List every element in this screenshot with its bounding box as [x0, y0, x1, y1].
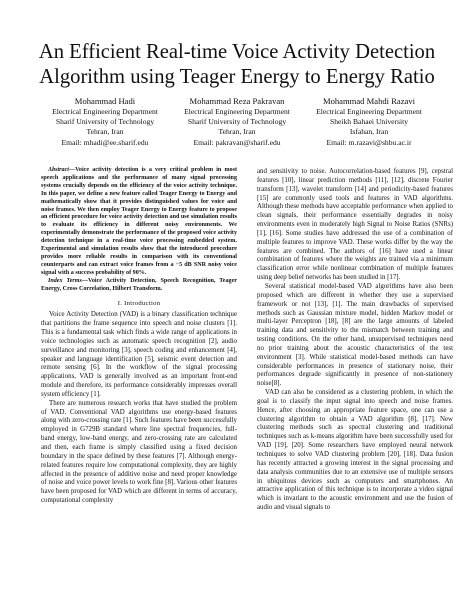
author-department: Electrical Engineering Department: [316, 107, 422, 116]
author-department: Electrical Engineering Department: [184, 107, 290, 116]
right-paragraph-1: and sensitivity to noise. Autocorrelation-based features [9], cepstral features [10], linear prediction methods [11], [12], discrete Fourier transform [13], wavelet transform [14] and periodicity-based features [15] are commonly used tools and features in VAD algorithms. Although these methods have acceptable performance when applied to clean signals, their performance essentially degrades in noisy environments even in moderately high Signal to Noise Ratios (SNRs) [1], [16]. Some studies have addressed the use of a combination of multiple features to improve VAD. These works differ by the way the features are combined. The authors of [16] have used a linear combination of features where the weights are trained via a minimum classification error while nonlinear combination of multiple features using deep belief networks has been studied in [17].: [257, 168, 453, 282]
author-department: Electrical Engineering Department: [52, 107, 158, 116]
index-terms: [41, 278, 237, 294]
right-column: [257, 168, 453, 513]
author-university: Sheikh Bahaei University: [329, 117, 409, 127]
author-2: [172, 95, 302, 148]
abstract-label: Abstract: [48, 167, 69, 173]
author-city: Isfahan, Iran: [349, 127, 389, 137]
title-line-1: An Efficient Real-time Voice Activity Detection: [38, 41, 436, 63]
title-line-2: Algorithm using Teager Energy to Energy Ratio: [39, 66, 435, 88]
right-paragraph-3: VAD can also be considered as a clustering problem, in which the goal is to classify the input signal into speech and noise frames. Hence, after choosing an appropriate feature space, one can use a clustering algorithm to obtain a VAD algorithm [8], [17]. New clustering methods such as spectral clustering and traditional techniques such as k-means algorithm have been successfully used for VAD [19], [20]. Some researchers have employed neural network techniques to solve VAD clustering problem [20], [18]. Data fusion has recently attracted a growing interest in the signal processing and data analysis communities due to an extensive use of multiple sensors in ubiquitous devices such as computers and smartphones. An attractive application of this technique is to incorporate a video signal which is invariant to the acoustic environment and use the fusion of audio and visual signals to: [257, 389, 453, 512]
author-block: [40, 95, 434, 148]
abstract: [41, 167, 237, 278]
author-city: Tehran, Iran: [218, 127, 256, 137]
author-email: Email: mhadi@ee.sharif.edu: [61, 137, 149, 147]
intro-paragraph-2: There are numerous research works that have studied the problem of VAD. Conventional VAD algorithms use energy-based features along with zero-crossing rate [1]. Such features have been successfully employed in G729B standard where line spectral frequencies, full-band energy, low-band energy, and zero-crossing rate are calculated and then, each frame is simply classified using a fixed decision boundary in the space defined by these features [7]. Although energy-related features require low computational complexity, they are highly affected in the presence of additive noise and need proper knowledge of noise and voice power levels to work fine [8]. Various other features have been proposed for VAD which are different in terms of accuracy, computational complexity: [41, 399, 238, 505]
intro-paragraph-1: Voice Activity Detection (VAD) is a binary classification technique that partitions the frame sequence into speech and noise clusters [1]. This is a fundamental task which finds a wide range of applications in voice technologies such as automatic speech recognition [2], audio surveillance and monitoring [3], speech coding and enhancement [4], speaker and language identification [5], seismic event detection and remote sensing [6]. In the workflow of the signal processing applications, VAD is generally involved as an important front-end module and therefore, its performance considerably impresses overall system efficiency [1].: [41, 311, 237, 398]
left-column: [41, 167, 237, 506]
author-1: [40, 95, 170, 148]
author-university: Sharif University of Technology: [55, 117, 155, 127]
author-university: Sharif University of Technology: [187, 117, 287, 127]
index-terms-text: —Voice Activity Detection, Speech Recognition, Teager Energy, Cross Correlation, Hilbert Transform.: [41, 277, 237, 292]
author-name: Mohammad Mahdi Razavi: [322, 96, 416, 106]
author-city: Tehran, Iran: [86, 127, 124, 137]
author-email: Email: pakravan@sharif.edu: [193, 137, 281, 147]
author-email: Email: m.razavi@shbu.ac.ir: [326, 137, 412, 147]
author-name: Mohammad Hadi: [74, 96, 136, 106]
author-name: Mohammad Reza Pakravan: [189, 96, 285, 106]
section-heading: I. Introduction: [117, 299, 161, 307]
right-paragraph-2: Several statistical model-based VAD algorithms have also been proposed which are different in whether they use a supervised framework or not [13], [1]. The main drawbacks of supervised methods such as Gaussian mixture model, hidden Markov model or multi-layer Perceptron [18], [8] are the large amounts of labeled training data and sensitivity to the mismatch between training and testing conditions. On the other hand, unsupervised techniques need no prior training about the acoustic characteristics of the test environment [3]. While statistical model-based methods can have considerable performances in presence of stationary noise, their performances degrade significantly in presence of non-stationery noise[8].: [257, 282, 453, 388]
abstract-text: —Voice activity detection is a very critical problem in most speech applications and the performance of many signal processing systems crucially depends on the efficiency of the voice activity technique. In this paper, we define a new feature called Teager Energy to Energy and mathematically show that it provides distinguished values for voice and noise frames. We then employ Teager Energy to Energy feature to propose an efficient procedure for voice activity detection and use simulation results to evaluate its efficiency in different noisy environments. We experimentally demonstrate the performance of the proposed voice activity detection technique in a real-time voice processing embedded system. Experimental and simulation results show that the introduced procedure provides more reliable results in comparison with its conventional counterparts and can extract voice frames from a −5 dB SNR noisy voice signal with a success probability of 90%.: [41, 167, 237, 276]
paper-title: [20, 40, 454, 90]
author-3: [304, 95, 434, 148]
index-terms-label: Index Terms: [48, 277, 82, 284]
